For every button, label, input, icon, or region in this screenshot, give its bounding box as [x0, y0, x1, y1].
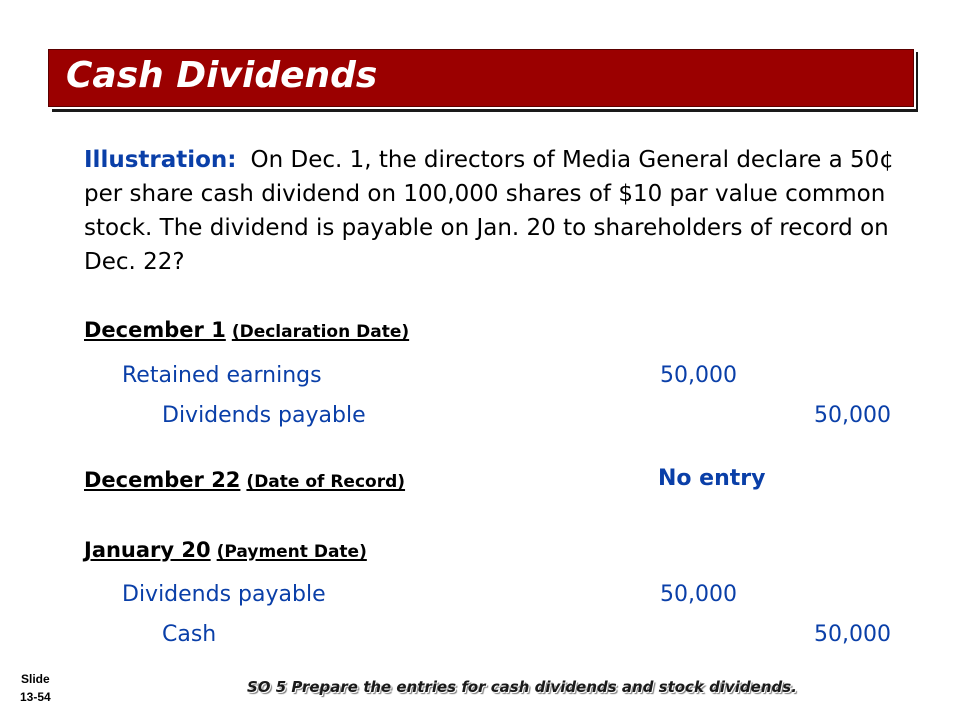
- declaration-debit-account: Retained earnings: [122, 363, 322, 388]
- declaration-debit-amount: 50,000: [660, 363, 737, 388]
- illustration-paragraph: [84, 143, 924, 279]
- declaration-date: December 1: [84, 318, 226, 342]
- payment-date-heading: [84, 538, 367, 562]
- payment-date-sub: (Payment Date): [216, 542, 367, 562]
- record-date-heading: [84, 468, 405, 492]
- slide-number-value: 13-54: [20, 690, 51, 704]
- payment-debit-amount: 50,000: [660, 582, 737, 607]
- title-bar: [46, 47, 916, 109]
- declaration-credit-account: Dividends payable: [162, 403, 366, 428]
- payment-credit-account: Cash: [162, 622, 217, 647]
- illustration-label: Illustration:: [84, 147, 237, 173]
- declaration-date-sub: (Declaration Date): [231, 322, 410, 342]
- illustration-text: On Dec. 1, the directors of Media General declare a 50¢ per share cash dividend on 100,000 shares of $10 par value common stock. The dividend is payable on Jan. 20 to shareholders of record on Dec. 22?: [84, 147, 894, 275]
- payment-debit-account: Dividends payable: [122, 582, 326, 607]
- payment-date: January 20: [84, 538, 211, 562]
- slide-title: Cash Dividends: [66, 55, 378, 96]
- declaration-date-heading: [84, 318, 409, 342]
- record-date: December 22: [84, 468, 241, 492]
- study-objective-footer: SO 5 Prepare the entries for cash dividends and stock dividends.: [247, 678, 797, 696]
- record-date-sub: (Date of Record): [246, 472, 406, 492]
- slide-label: Slide: [21, 672, 50, 686]
- slide-number: [20, 670, 51, 706]
- payment-credit-amount: 50,000: [814, 622, 891, 647]
- declaration-credit-amount: 50,000: [814, 403, 891, 428]
- no-entry-note: No entry: [658, 466, 766, 491]
